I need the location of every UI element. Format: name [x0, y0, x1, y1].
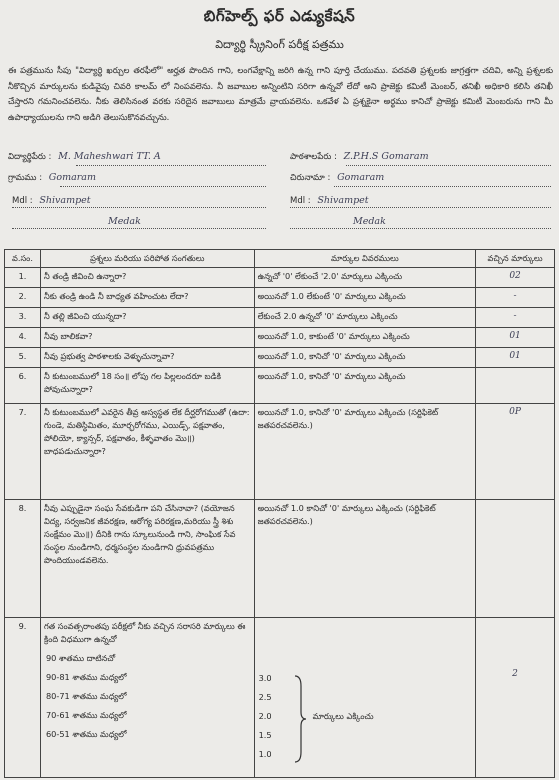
row-number: 4. [5, 328, 41, 348]
student-name-line [76, 165, 266, 166]
grade-score: 3.0 [258, 673, 272, 683]
grade-band: 90-81 శాతము మధ్యలో [45, 672, 127, 682]
grade-score: 1.5 [258, 730, 272, 740]
table-row [5, 288, 555, 308]
row-question: నీ తల్లి జీవించి యున్నదా? [40, 308, 254, 328]
row-number: 6. [5, 368, 41, 404]
row-question: నీ కుటుంబములో 18 సం॥ లోపు గల పిల్లలందరూ బడికి పోవుచున్నారా? [40, 368, 254, 404]
row-number: 3. [5, 308, 41, 328]
row-marks-rule: అయినచో 1.0 కానిచో '0' మార్కులు ఎక్కించు (సర్టిఫికెట్ జతపరచవలెను.) [254, 500, 476, 618]
table-row [5, 368, 555, 404]
row-question: నీవు ఎప్పుడైనా సంఘ సేవకుడిగా పని చేసినావా? (వయోజన విద్య, సర్వజనిక జీవరక్షణ, ఆరోగ్య పరిరక్షణ,మరియు స్త్రీ శిశు సంక్షేమం మొ॥) దీనికి గాను స్కూలునుండి గాని, సాంఘిక సేవ సంస్థల నుండిగాని, ధర్మసంస్థల నుండిగాని ధ్రువపత్రము పొందియుండవలెను. [40, 500, 254, 618]
row-marks-obtained[interactable]: 01 [476, 328, 555, 348]
row-marks-obtained[interactable]: 2 [476, 618, 555, 778]
student-name-value: M. Maheshwari TT. A [58, 151, 161, 162]
table-row [5, 268, 555, 288]
row-marks-obtained[interactable] [476, 368, 555, 404]
row-marks-rule: అయినచో 1.0, కానిచో '0' మార్కులు ఎక్కించు (సర్టిఫికెట్ జతపరచవలెను.) [254, 404, 476, 500]
row-question: నీకు తండ్రి ఉండి నీ బాధ్యత వహించుట లేదా? [40, 288, 254, 308]
school-name-label: పాఠశాలపేరు : [290, 152, 337, 162]
table-row [5, 618, 555, 778]
screening-table [4, 249, 555, 778]
grade-band: 90 శాతము దాటినచో [45, 653, 116, 663]
school-name-value: Z.P.H.S Gomaram [343, 151, 429, 162]
district-line-1 [12, 228, 266, 229]
grade-bands [44, 652, 251, 747]
row-marks-rule: అయినచో 1.0 లేకుంటే '0' మార్కులు ఎక్కించు [254, 288, 476, 308]
grade-band: 60-51 శాతము మధ్యలో [45, 729, 127, 739]
school-name-line [346, 165, 551, 166]
col-header-number: వ.సం. [5, 250, 41, 268]
mandal-line-2 [290, 207, 551, 208]
row-number: 9. [5, 618, 41, 778]
row-marks-obtained[interactable]: 01 [476, 348, 555, 368]
col-header-marks-details: మార్కుల వివరములు [254, 250, 476, 268]
col-header-marks-obtained: వచ్చిన మార్కులు [476, 250, 555, 268]
row-marks-obtained[interactable]: 0P [476, 404, 555, 500]
form-subtitle: విద్యార్థి స్క్రీనింగ్ పరీక్ష పత్రము [215, 38, 344, 51]
row-question: నీవు ప్రభుత్వ పాఠశాలకు వెళ్ళుచున్నావా? [40, 348, 254, 368]
instructions-paragraph: ఈ పత్రమును సీపు "విద్యార్థి ఖర్చుల తరఫీలో" అర్హత పొందిన గాని, లంగవేక్షాన్ని జరిగి ఉన్న గాని పూర్తి చేయుము. పదవతి ప్రశ్నలకు జాగ్రత్తగా చదివి, అన్ని ప్రశ్నలకు నీకొచ్చిన మార్కులను కుడివైపు చివరి కాలమ్ లో నింపవలెను. నీ జవాబుల అన్నింటిని సరిగా ఉన్నవో లేదో అని ప్రాజెక్టు కమిటీ మెంబర్, తనిఖీ అధికారి కలిసి తనిఖీ చేస్తారని గమనించవలెను. నీకు తెలిసినంత వరకు సరిదైన జవాబులు మాత్రమే వ్రాయవలెను. ఒకవేళ ఏ ప్రశ్నకైనా అర్థము కానిచో ప్రాజెక్టు కమిటీ మెంబరును గాని మీ ఉపాధ్యాయులను గాని అడిగి తెలుసుకొనవచ్చును. [8, 65, 553, 122]
grade-scores-block [257, 672, 467, 772]
row-marks-rule: అయినచో 1.0, కానిచో '0' మార్కులు ఎక్కించు [254, 348, 476, 368]
curly-brace-icon [293, 674, 307, 764]
table-row [5, 500, 555, 618]
row-marks-rule: అయినచో 1.0, కాకుంటే '0' మార్కులు ఎక్కించు [254, 328, 476, 348]
student-details [8, 147, 553, 231]
row-question: నీ కుటుంబములో ఎవరైన తీవ్ర అస్వస్థత లేక దీర్ఘరోగముతో (ఉదా: గుండె, మతిస్థిమితం, మూర్ఛరోగము, ఎయిడ్స్, పక్షవాతం, పోలియో, క్యాన్సర్, పక్షవాతం, కీళ్ళవాతం మొ॥) బాధపడుచున్నారా? [40, 404, 254, 500]
row-number: 2. [5, 288, 41, 308]
address-line [334, 186, 551, 187]
row-number: 7. [5, 404, 41, 500]
table-row [5, 404, 555, 500]
mandal-value-2: Shivampet [317, 195, 369, 206]
district-value-2: Medak [353, 216, 386, 227]
student-name-label: విద్యార్థిపేరు : [8, 152, 52, 162]
row-marks-rule: లేకుంచే 2.0 ఉన్నచో '0' మార్కులు ఎక్కించు [254, 308, 476, 328]
grades-question: గత సంవత్సరాంతపు పరీక్షలో నీకు వచ్చిన సరాసరి మార్కులు ఈ క్రింది విధముగా ఉన్నచో [43, 621, 246, 644]
grade-band: 70-61 శాతము మధ్యలో [45, 710, 127, 720]
grade-band: 80-71 శాతము మధ్యలో [45, 691, 127, 701]
grade-score: 1.0 [258, 749, 272, 759]
row-marks-obtained[interactable]: - [476, 288, 555, 308]
grade-score: 2.0 [258, 711, 272, 721]
district-value-1: Medak [108, 216, 141, 227]
form-title: బిగ్‌హెల్ప్ ఫర్ ఎడ్యుకేషన్ [203, 7, 356, 25]
row-marks-rule: అయినచో 1.0, కానిచో '0' మార్కులు ఎక్కించు [254, 368, 476, 404]
row-question: నీ తండ్రి జీవించి ఉన్నారా? [40, 268, 254, 288]
address-value: Gomaram [337, 172, 385, 183]
village-label: గ్రామము : [8, 173, 43, 183]
row-number: 1. [5, 268, 41, 288]
mandal-line-1 [12, 207, 266, 208]
grade-scores-note: మార్కులు ఎక్కించు [312, 711, 374, 721]
row-question: నీవు బాలికవా? [40, 328, 254, 348]
row-number: 8. [5, 500, 41, 618]
district-line-2 [290, 228, 551, 229]
mandal-label-2: Mdl : [290, 196, 311, 206]
village-line [60, 186, 266, 187]
table-row [5, 328, 555, 348]
col-header-question: ప్రశ్నలు మరియు పరిపోత సంగతులు [40, 250, 254, 268]
mandal-value-1: Shivampet [39, 195, 91, 206]
grade-scores [254, 618, 476, 778]
row-marks-obtained[interactable]: 02 [476, 268, 555, 288]
table-row [5, 308, 555, 328]
row-number: 5. [5, 348, 41, 368]
table-row [5, 348, 555, 368]
address-label: చిరునామా : [290, 173, 331, 183]
row-question [40, 618, 254, 778]
row-marks-rule: ఉన్నచో '0' లేకుంచే '2.0' మార్కులు ఎక్కించు [254, 268, 476, 288]
table-header-row [5, 250, 555, 268]
row-marks-obtained[interactable]: - [476, 308, 555, 328]
grade-score: 2.5 [258, 692, 272, 702]
row-marks-obtained[interactable] [476, 500, 555, 618]
mandal-label-1: Mdl : [12, 196, 33, 206]
village-value: Gomaram [48, 172, 96, 183]
